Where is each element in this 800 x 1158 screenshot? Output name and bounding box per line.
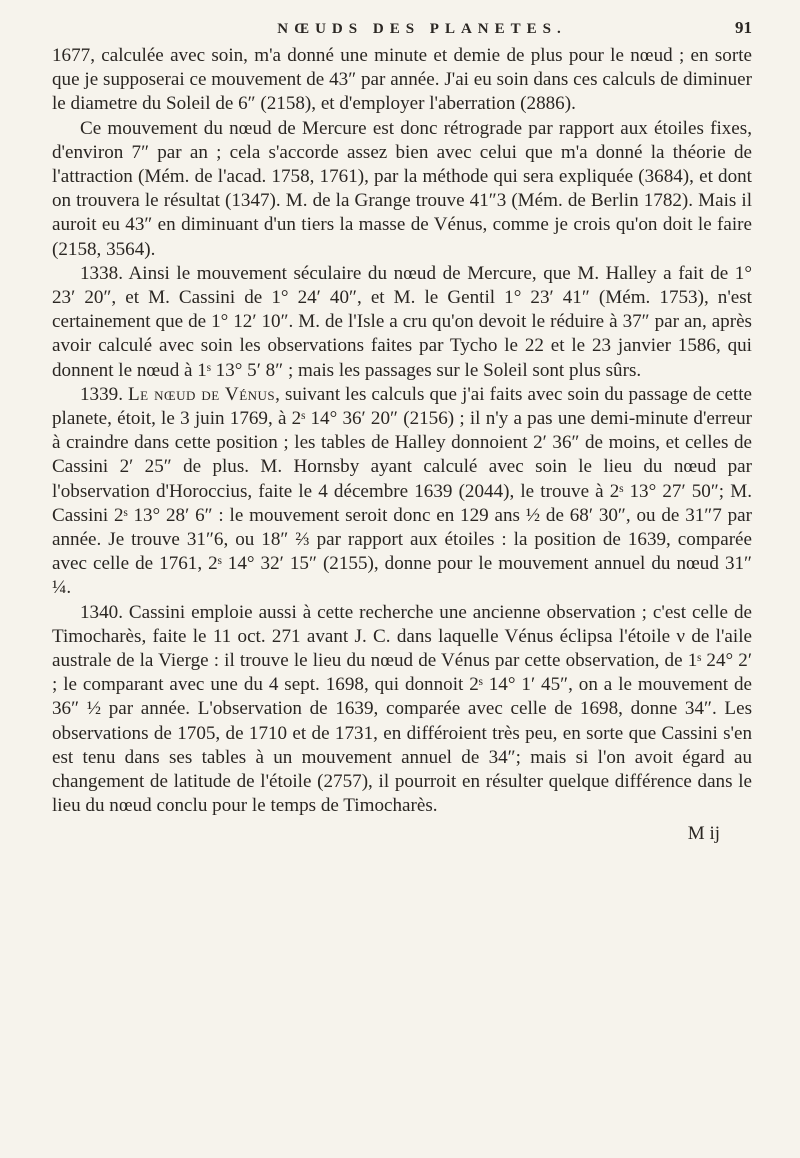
page-header (52, 18, 752, 44)
paragraph-node-motion: Ce mouvement du nœud de Mercure est donc rétrograde par rapport aux étoiles fixes, d'environ 7″ par an ; cela s'accorde assez bien avec celui que m'a donné la théorie de l'attraction (Mém. de l'acad. 1758, 1761), par la méthode qui sera expliquée (3684), et dont on trouvera le résultat (1347). M. de la Grange trouve 41″3 (Mém. de Berlin 1782). Mais il auroit eu 43″ en diminuant d'un tiers la masse de Vénus, comme je crois qu'on doit le faire (2158, 3564). (52, 117, 752, 260)
section-number: 1339. (80, 383, 123, 405)
paragraph-1339-body: , suivant les calculs que j'ai faits avec soin du passage de cette planete, étoit, le 3 juin 1769, à 2ˢ 14° 36′ 20″ (2156) ; il n'y a pas une demi-minute d'erreur à craindre dans cette position ; les tables de Halley donnoient 2′ 36″ de moins, et celles de Cassini 2′ 25″ de plus. M. Hornsby ayant calculé avec soin le lieu du nœud par l'observation d'Horoccius, faite le 4 décembre 1639 (2044), le trouve à 2ˢ 13° 27′ 50″; M. Cassini 2ˢ 13° 28′ 6″ : le mouvement seroit donc en 129 ans ½ de 68′ 30″, ou de 31″7 par année. Je trouve 31″6, ou 18″ ⅔ par rapport aux étoiles : la position de 1639, comparée avec celle de 1761, 2ˢ 14° 32′ 15″ (2155), donne pour le mouvement annuel du nœud 31″ ¼. (52, 383, 753, 599)
signature-mark: M ij (687, 822, 720, 844)
paragraph-1339 (52, 383, 752, 601)
paragraph-1340: 1340. Cassini emploie aussi à cette recherche une ancienne observation ; c'est celle de Timocharès, faite le 11 oct. 271 avant J. C. dans laquelle Vénus éclipsa l'étoile ν de l'aile australe de la Vierge : il trouve le lieu du nœud de Vénus par cette observation, de 1ˢ 24° 2′ ; le comparant avec une du 4 sept. 1698, qui donnoit 2ˢ 14° 1′ 45″, on a le mouvement de 36″ ½ par année. L'observation de 1639, comparée avec celle de 1698, donne 34″. Les observations de 1705, de 1710 et de 1731, en différoient très peu, en sorte que Cassini s'en est tenu dans ses tables à un mouvement annuel de 34″; mais si l'on avoit égard au changement de latitude de l'étoile (2757), il pourroit en résulter quelque différence dans le lieu du nœud conclu pour le temps de Timocharès. (52, 601, 752, 817)
paragraph-continuation: 1677, calculée avec soin, m'a donné une minute et demie de plus pour le nœud ; en sorte que je supposerai ce mouvement de 43″ par année. J'ai eu soin dans ces calculs de diminuer le diametre du Soleil de 6″ (2158), et d'employer l'aberration (2886). (52, 45, 752, 115)
running-title: NŒUDS DES PLANETES. (277, 21, 567, 37)
paragraph-1338: 1338. Ainsi le mouvement séculaire du nœud de Mercure, que M. Halley a fait de 1° 23′ 20″, et M. Cassini de 1° 24′ 40″, et M. le Gentil 1° 23′ 41″ (Mém. 1753), n'est certainement que de 1° 12′ 10″. M. de l'Isle a cru qu'on devoit le réduire à 37″ par an, après avoir calculé avec soin les observations faites par Tycho le 22 et le 23 janvier 1586, qui donnent le nœud à 1ˢ 13° 5′ 8″ ; mais les passages sur le Soleil sont plus sûrs. (52, 262, 752, 381)
section-heading: Le nœud de Vénus (128, 383, 276, 405)
body-text (52, 44, 752, 819)
page-number: 91 (735, 18, 752, 37)
